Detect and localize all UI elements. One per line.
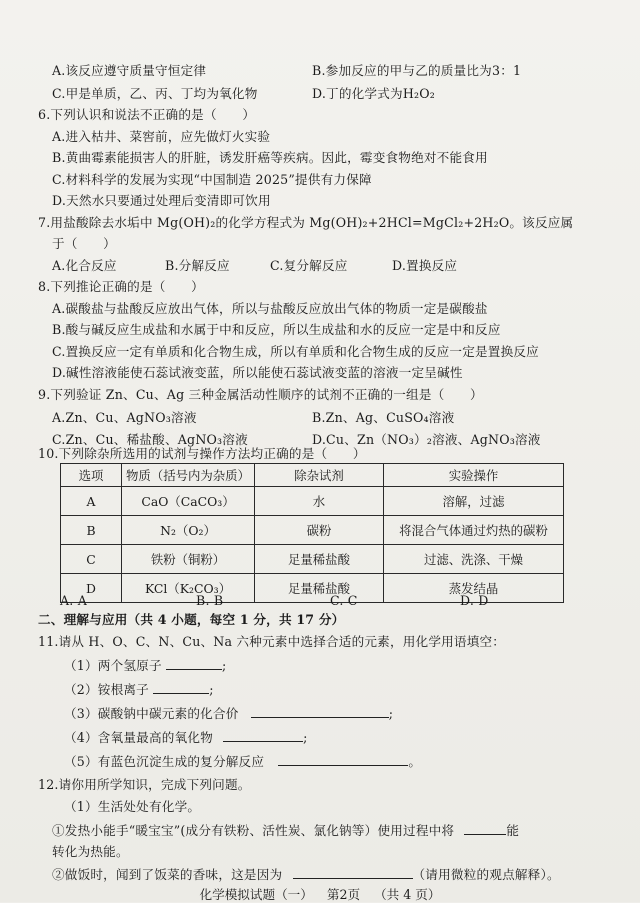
q11-item-label: （3）碳酸钠中碳元素的化合价 (64, 706, 239, 721)
table-header-cell: 物质（括号内为杂质） (122, 464, 255, 487)
q11-item: （2）铵根离子 ; (64, 682, 214, 697)
q9-stem: 9.下列验证 Zn、Cu、Ag 三种金属活动性顺序的试剂不正确的一组是（ ） (38, 387, 483, 402)
q8-stem: 8.下列推论正确的是（ ） (38, 279, 204, 294)
table-cell: 蒸发结晶 (384, 574, 564, 603)
q7-option-c: C.复分解反应 (270, 258, 348, 273)
q6-stem: 6.下列认识和说法不正确的是（ ） (38, 107, 256, 122)
table-cell: KCl（K₂CO₃） (122, 574, 255, 603)
table-cell: N₂（O₂） (122, 516, 255, 545)
page-footer (0, 884, 640, 903)
q8-option-a: A.碳酸盐与盐酸反应放出气体，所以与盐酸反应放出气体的物质一定是碳酸盐 (52, 301, 488, 316)
table-row (61, 516, 564, 545)
table-cell: 水 (255, 487, 384, 516)
table-cell: 碳粉 (255, 516, 384, 545)
q11-item-label: （2）铵根离子 (64, 682, 149, 697)
q10-option-b: B. B (196, 593, 224, 608)
answer-blank[interactable] (153, 681, 209, 694)
table-row (61, 487, 564, 516)
q12-item2 (52, 866, 560, 883)
q11-item-label: （4）含氧量最高的氧化物 (64, 730, 213, 745)
table-cell: A (61, 487, 122, 516)
q10-option-c: C. C (330, 593, 358, 608)
q8-option-d: D.碱性溶液能使石蕊试液变蓝，所以能使石蕊试液变蓝的溶液一定呈碱性 (52, 365, 463, 380)
q9-option-b: B.Zn、Ag、CuSO₄溶液 (312, 410, 455, 425)
table-cell: 足量稀盐酸 (255, 545, 384, 574)
table-header-cell: 实验操作 (384, 464, 564, 487)
q8-option-b: B.酸与碱反应生成盐和水属于中和反应，所以生成盐和水的反应一定是中和反应 (52, 322, 501, 337)
answer-blank[interactable] (166, 657, 222, 670)
q5-option-a: A.该反应遵守质量守恒定律 (52, 63, 207, 78)
q11-item: （4）含氧量最高的氧化物 ; (64, 730, 308, 745)
q8-option-c: C.置换反应一定有单质和化合物生成，所以有单质和化合物生成的反应一定是置换反应 (52, 344, 539, 359)
q10-option-a: A. A (60, 593, 87, 608)
q5-option-c: C.甲是单质，乙、丙、丁均为氧化物 (52, 86, 258, 101)
q12-item1-line2: 转化为热能。 (52, 844, 129, 859)
table-cell: 过滤、洗涤、干燥 (384, 545, 564, 574)
q11-item: （1）两个氢原子 ; (64, 658, 227, 673)
table-cell: B (61, 516, 122, 545)
q12-sub1: （1）生活处处有化学。 (64, 799, 201, 814)
answer-blank[interactable] (464, 822, 506, 835)
q6-option-d: D.天然水只要通过处理后变清即可饮用 (52, 193, 271, 208)
q12-stem: 12.请你用所学知识，完成下列问题。 (38, 777, 251, 792)
q10-table (60, 463, 564, 603)
answer-blank[interactable] (223, 729, 303, 742)
footer-title: 化学模拟试题（一） (199, 887, 313, 902)
q11-item: （3）碳酸钠中碳元素的化合价 ; (64, 706, 394, 721)
q7-stem-line2: 于（ ） (52, 236, 116, 251)
table-cell: 将混合气体通过灼热的碳粉 (384, 516, 564, 545)
q5-option-b: B.参加反应的甲与乙的质量比为3：1 (312, 63, 522, 78)
table-cell: C (61, 545, 122, 574)
q12-item2-text: ②做饭时，闻到了饭菜的香味，这是因为 (52, 867, 283, 882)
q9-option-a: A.Zn、Cu、AgNO₃溶液 (52, 410, 197, 425)
q7-option-a: A.化合反应 (52, 258, 117, 273)
q7-option-b: B.分解反应 (165, 258, 230, 273)
q7-stem-line1: 7.用盐酸除去水垢中 Mg(OH)₂的化学方程式为 Mg(OH)₂+2HCl=MgCl₂+2H₂O。该反应属 (38, 215, 574, 230)
q10-stem: 10.下列除杂所选用的试剂与操作方法均正确的是（ ） (38, 446, 366, 461)
q5-option-d: D.丁的化学式为H₂O₂ (312, 86, 436, 101)
footer-total: （共 4 页） (374, 887, 441, 902)
table-cell: CaO（CaCO₃） (122, 487, 255, 516)
q12-item1-text: ①发热小能手“暖宝宝”(成分有铁粉、活性炭、氯化钠等）使用过程中将 (52, 823, 455, 838)
table-cell: 足量稀盐酸 (255, 574, 384, 603)
table-cell: 铁粉（铜粉） (122, 545, 255, 574)
q7-option-d: D.置换反应 (392, 258, 458, 273)
table-header-cell: 选项 (61, 464, 122, 487)
q11-item-label: （5）有蓝色沉淀生成的复分解反应 (64, 754, 265, 769)
q9-option-d: D.Cu、Zn（NO₃）₂溶液、AgNO₃溶液 (312, 432, 541, 447)
q10-option-d: D. D (460, 593, 489, 608)
answer-blank[interactable] (251, 705, 389, 718)
q6-option-b: B.黄曲霉素能损害人的肝脏，诱发肝癌等疾病。因此，霉变食物绝对不能食用 (52, 150, 488, 165)
q11-item: （5）有蓝色沉淀生成的复分解反应 。 (64, 754, 422, 769)
q12-item1 (52, 822, 519, 839)
q9-option-c: C.Zn、Cu、稀盐酸、AgNO₃溶液 (52, 432, 248, 447)
table-row (61, 545, 564, 574)
q11-item-label: （1）两个氢原子 (64, 658, 162, 673)
table-cell: D (61, 574, 122, 603)
answer-blank[interactable] (278, 753, 408, 766)
q12-item2-suffix: （请用微粒的观点解释）。 (412, 867, 560, 882)
q12-item1-suffix: 能 (506, 823, 520, 838)
section-title: 二、理解与应用（共 4 小题，每空 1 分，共 17 分） (38, 612, 345, 627)
q6-option-a: A.进入枯井、菜窖前，应先做灯火实验 (52, 129, 271, 144)
table-cell: 溶解，过滤 (384, 487, 564, 516)
answer-blank[interactable] (293, 866, 413, 879)
q11-stem: 11.请从 H、O、C、N、Cu、Na 六种元素中选择合适的元素，用化学用语填空： (38, 634, 506, 649)
footer-page: 第2页 (326, 887, 361, 902)
table-header-row (61, 464, 564, 487)
table-header-cell: 除杂试剂 (255, 464, 384, 487)
q6-option-c: C.材料科学的发展为实现“中国制造 2025”提供有力保障 (52, 172, 372, 187)
